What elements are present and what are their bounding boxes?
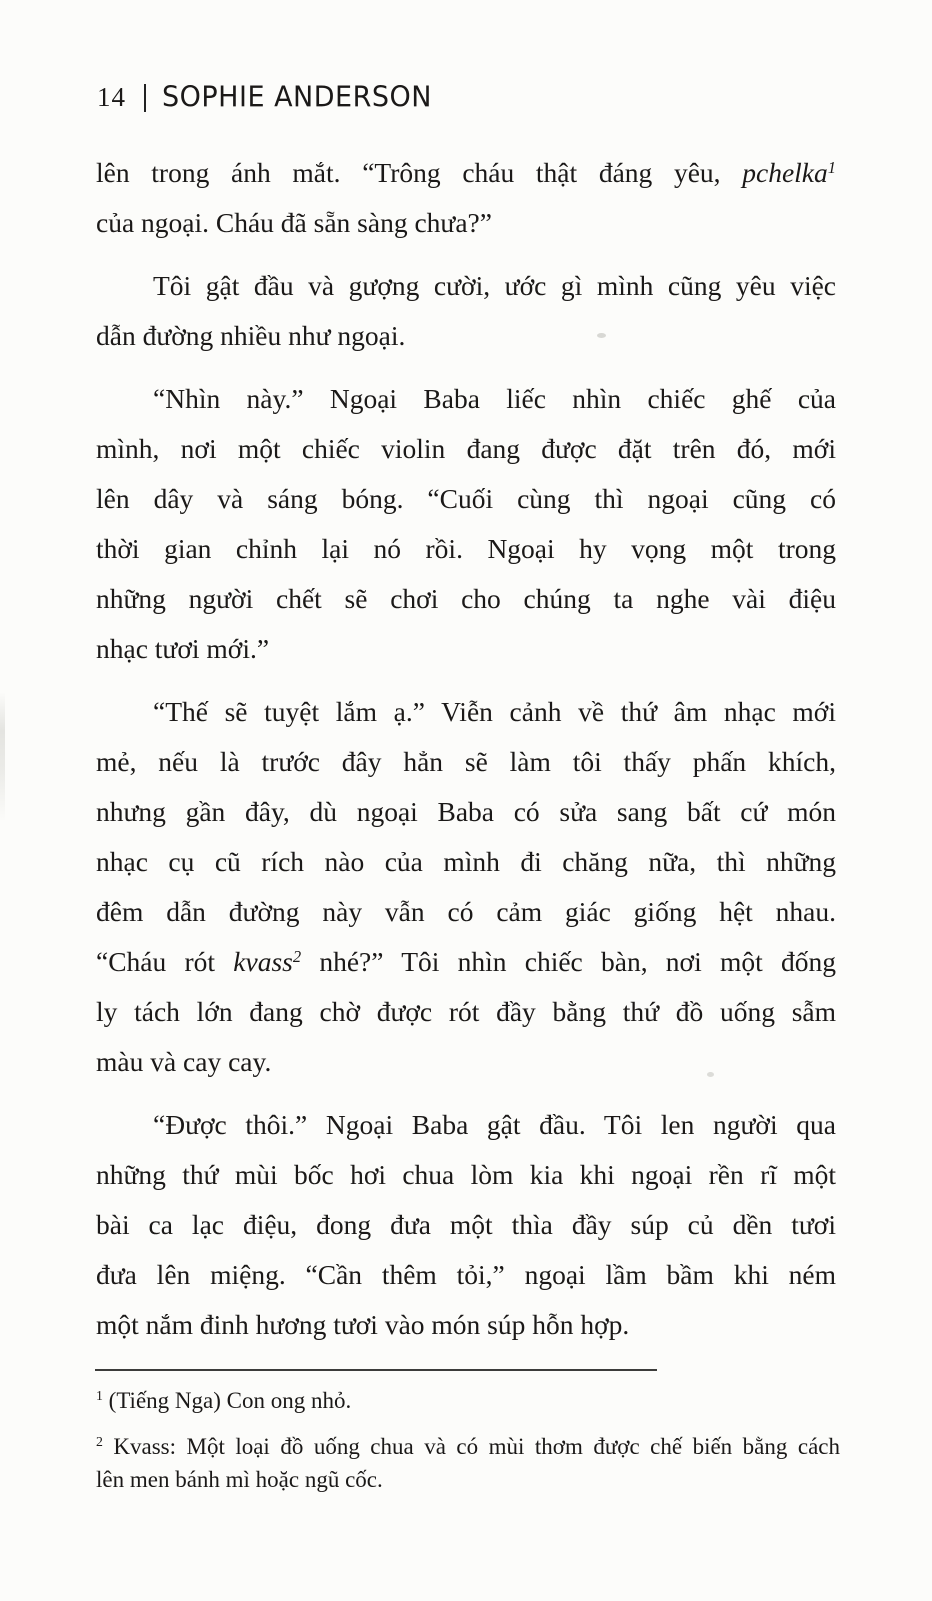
- italic-term: kvass: [233, 946, 293, 977]
- text-segment: Kvass: Một loại đồ uống chua và có mùi thơm được chế biến bằng cách: [102, 1434, 840, 1459]
- paragraph: [96, 261, 836, 361]
- scan-artifact: [707, 1072, 714, 1077]
- running-head-author: SOPHIE ANDERSON: [162, 81, 432, 114]
- text-line: [96, 624, 836, 674]
- text-line: [96, 887, 836, 937]
- text-segment: của ngoại. Cháu đã sẵn sàng chưa?”: [96, 207, 492, 238]
- text-line: [96, 737, 836, 787]
- text-line: [96, 1463, 840, 1496]
- text-segment: đưa lên miệng. “Cần thêm tỏi,” ngoại lầm bầm khi ném: [96, 1259, 836, 1290]
- footnote-marker: 1: [96, 1388, 103, 1404]
- paragraph: [96, 1384, 840, 1417]
- text-segment: “Thế sẽ tuyệt lắm ạ.” Viễn cảnh về thứ âm nhạc mới: [153, 696, 836, 727]
- text-line: [96, 524, 836, 574]
- text-segment: đêm dẫn đường này vẫn có cảm giác giống hệt nhau.: [96, 896, 836, 927]
- text-segment: nhé?” Tôi nhìn chiếc bàn, nơi một đống: [301, 946, 836, 977]
- footnote-divider: [95, 1369, 657, 1371]
- text-line: [96, 837, 836, 887]
- text-line: [96, 148, 836, 198]
- text-segment: một nắm đinh hương tươi vào món súp hỗn hợp.: [96, 1309, 630, 1340]
- text-line: [96, 574, 836, 624]
- text-line: [96, 261, 836, 311]
- text-line: [96, 1037, 836, 1087]
- text-line: [96, 1300, 836, 1350]
- text-segment: những người chết sẽ chơi cho chúng ta nghe vài điệu: [96, 583, 836, 614]
- text-line: [96, 424, 836, 474]
- text-line: [96, 787, 836, 837]
- header-divider: [144, 84, 146, 112]
- footnote-marker: 1: [827, 157, 836, 177]
- text-segment: nhưng gần đây, dù ngoại Baba có sửa sang bất cứ món: [96, 796, 836, 827]
- page-number: 14: [97, 82, 126, 112]
- footnote-marker: 2: [96, 1434, 103, 1450]
- text-line: [96, 687, 836, 737]
- text-segment: dẫn đường nhiều như ngoại.: [96, 320, 406, 351]
- text-line: [96, 311, 836, 361]
- text-segment: mẻ, nếu là trước đây hẳn sẽ làm tôi thấy phấn khích,: [96, 746, 836, 777]
- text-segment: lên trong ánh mắt. “Trông cháu thật đáng yêu,: [96, 157, 743, 188]
- text-line: [96, 1250, 836, 1300]
- text-line: [96, 198, 836, 248]
- text-line: [96, 1200, 836, 1250]
- text-segment: nhạc tươi mới.”: [96, 633, 270, 664]
- text-segment: màu và cay cay.: [96, 1046, 272, 1077]
- scan-artifact: [597, 333, 606, 338]
- text-line: [96, 374, 836, 424]
- text-segment: lên dây và sáng bóng. “Cuối cùng thì ngoại cũng có: [96, 483, 836, 514]
- text-line: [96, 987, 836, 1037]
- text-line: [96, 1100, 836, 1150]
- text-segment: “Nhìn này.” Ngoại Baba liếc nhìn chiếc ghế của: [153, 383, 836, 414]
- text-segment: Tôi gật đầu và gượng cười, ước gì mình cũng yêu việc: [153, 270, 836, 301]
- footnotes: [96, 1384, 840, 1496]
- paragraph: [96, 1430, 840, 1496]
- text-segment: lên men bánh mì hoặc ngũ cốc.: [96, 1467, 383, 1492]
- text-segment: những thứ mùi bốc hơi chua lòm kia khi ngoại rền rĩ một: [96, 1159, 836, 1190]
- text-segment: “Được thôi.” Ngoại Baba gật đầu. Tôi len người qua: [153, 1109, 836, 1140]
- paragraph: [96, 374, 836, 674]
- paragraph: [96, 687, 836, 1087]
- text-line: [96, 1430, 840, 1463]
- text-segment: mình, nơi một chiếc violin đang được đặt trên đó, mới: [96, 433, 836, 464]
- page-header: [97, 82, 432, 113]
- text-segment: bài ca lạc điệu, đong đưa một thìa đầy súp củ dền tươi: [96, 1209, 836, 1240]
- text-segment: ly tách lớn đang chờ được rót đầy bằng thứ đồ uống sẫm: [96, 996, 836, 1027]
- text-line: [96, 1384, 840, 1417]
- text-line: [96, 1150, 836, 1200]
- text-line: [96, 474, 836, 524]
- text-line: [96, 937, 836, 987]
- paragraph: [96, 148, 836, 248]
- text-segment: thời gian chỉnh lại nó rồi. Ngoại hy vọng một trong: [96, 533, 836, 564]
- text-segment: (Tiếng Nga) Con ong nhỏ.: [102, 1388, 352, 1413]
- text-segment: nhạc cụ cũ rích nào của mình đi chăng nữa, thì những: [96, 846, 836, 877]
- body-text: [96, 148, 836, 1350]
- footnote-marker: 2: [292, 946, 302, 966]
- paragraph: [96, 1100, 836, 1350]
- scan-artifact: [0, 692, 5, 822]
- italic-term: pchelka: [742, 157, 828, 188]
- text-segment: “Cháu rót: [96, 946, 234, 977]
